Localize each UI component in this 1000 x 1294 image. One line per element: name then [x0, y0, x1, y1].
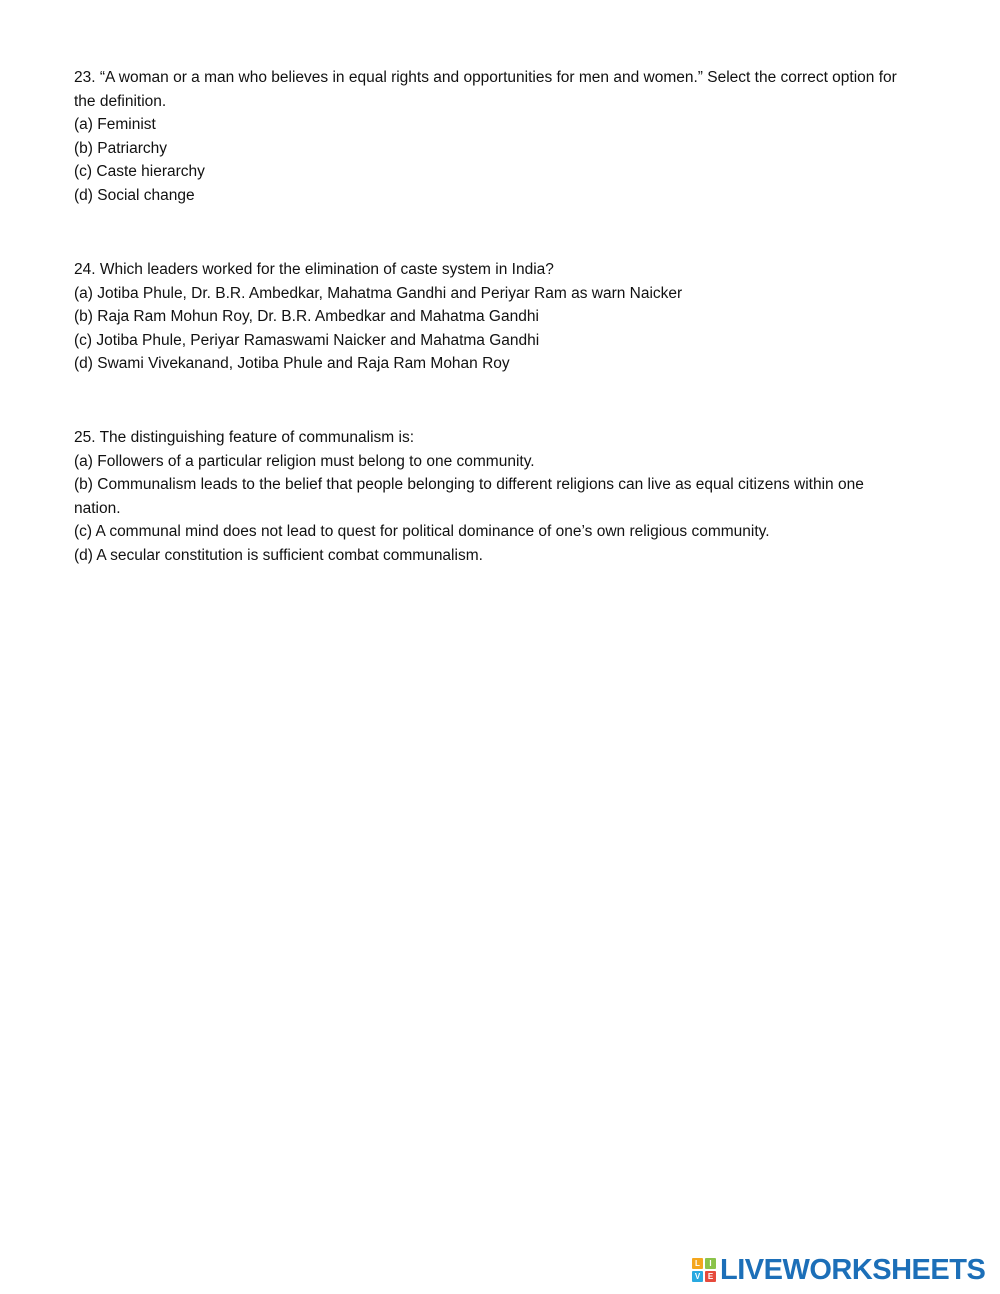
- logo-mark-icon: [692, 1258, 716, 1282]
- question-23: [74, 66, 904, 208]
- option-b: (b) Raja Ram Mohun Roy, Dr. B.R. Ambedkar and Mahatma Gandhi: [74, 308, 539, 326]
- option-b: (b) Patriarchy: [74, 139, 168, 157]
- option-a: (a) Feminist: [74, 116, 156, 134]
- option-d: (d) A secular constitution is sufficient combat communalism.: [74, 546, 483, 564]
- question-text: 25. The distinguishing feature of communalism is:: [74, 429, 415, 446]
- option-a: (a) Jotiba Phule, Dr. B.R. Ambedkar, Mahatma Gandhi and Periyar Ram as warn Naicker: [74, 284, 683, 302]
- option-d: (d) Swami Vivekanand, Jotiba Phule and Raja Ram Mohan Roy: [74, 355, 510, 373]
- question-24: [74, 258, 904, 376]
- logo-text: LIVEWORKSHEETS: [720, 1254, 986, 1286]
- logo-tile-v: V: [692, 1271, 703, 1282]
- option-a: (a) Followers of a particular religion must belong to one community.: [74, 452, 535, 470]
- logo-tile-l: L: [692, 1258, 703, 1269]
- option-c: (c) A communal mind does not lead to quest for political dominance of one’s own religious community.: [74, 523, 770, 541]
- option-c: (c) Caste hierarchy: [74, 163, 205, 181]
- logo-tile-e: E: [705, 1271, 716, 1282]
- question-text: 24. Which leaders worked for the elimination of caste system in India?: [74, 261, 554, 278]
- option-d: (d) Social change: [74, 186, 195, 204]
- option-b: (b) Communalism leads to the belief that people belonging to different religions can live as equal citizens within one nation.: [74, 476, 864, 517]
- logo-tile-i: I: [705, 1258, 716, 1269]
- question-text: 23. “A woman or a man who believes in equal rights and opportunities for men and women.” Select the correct option for the definition.: [74, 69, 897, 110]
- liveworksheets-logo[interactable]: [692, 1256, 985, 1284]
- option-c: (c) Jotiba Phule, Periyar Ramaswami Naicker and Mahatma Gandhi: [74, 331, 540, 349]
- question-25: [74, 426, 904, 568]
